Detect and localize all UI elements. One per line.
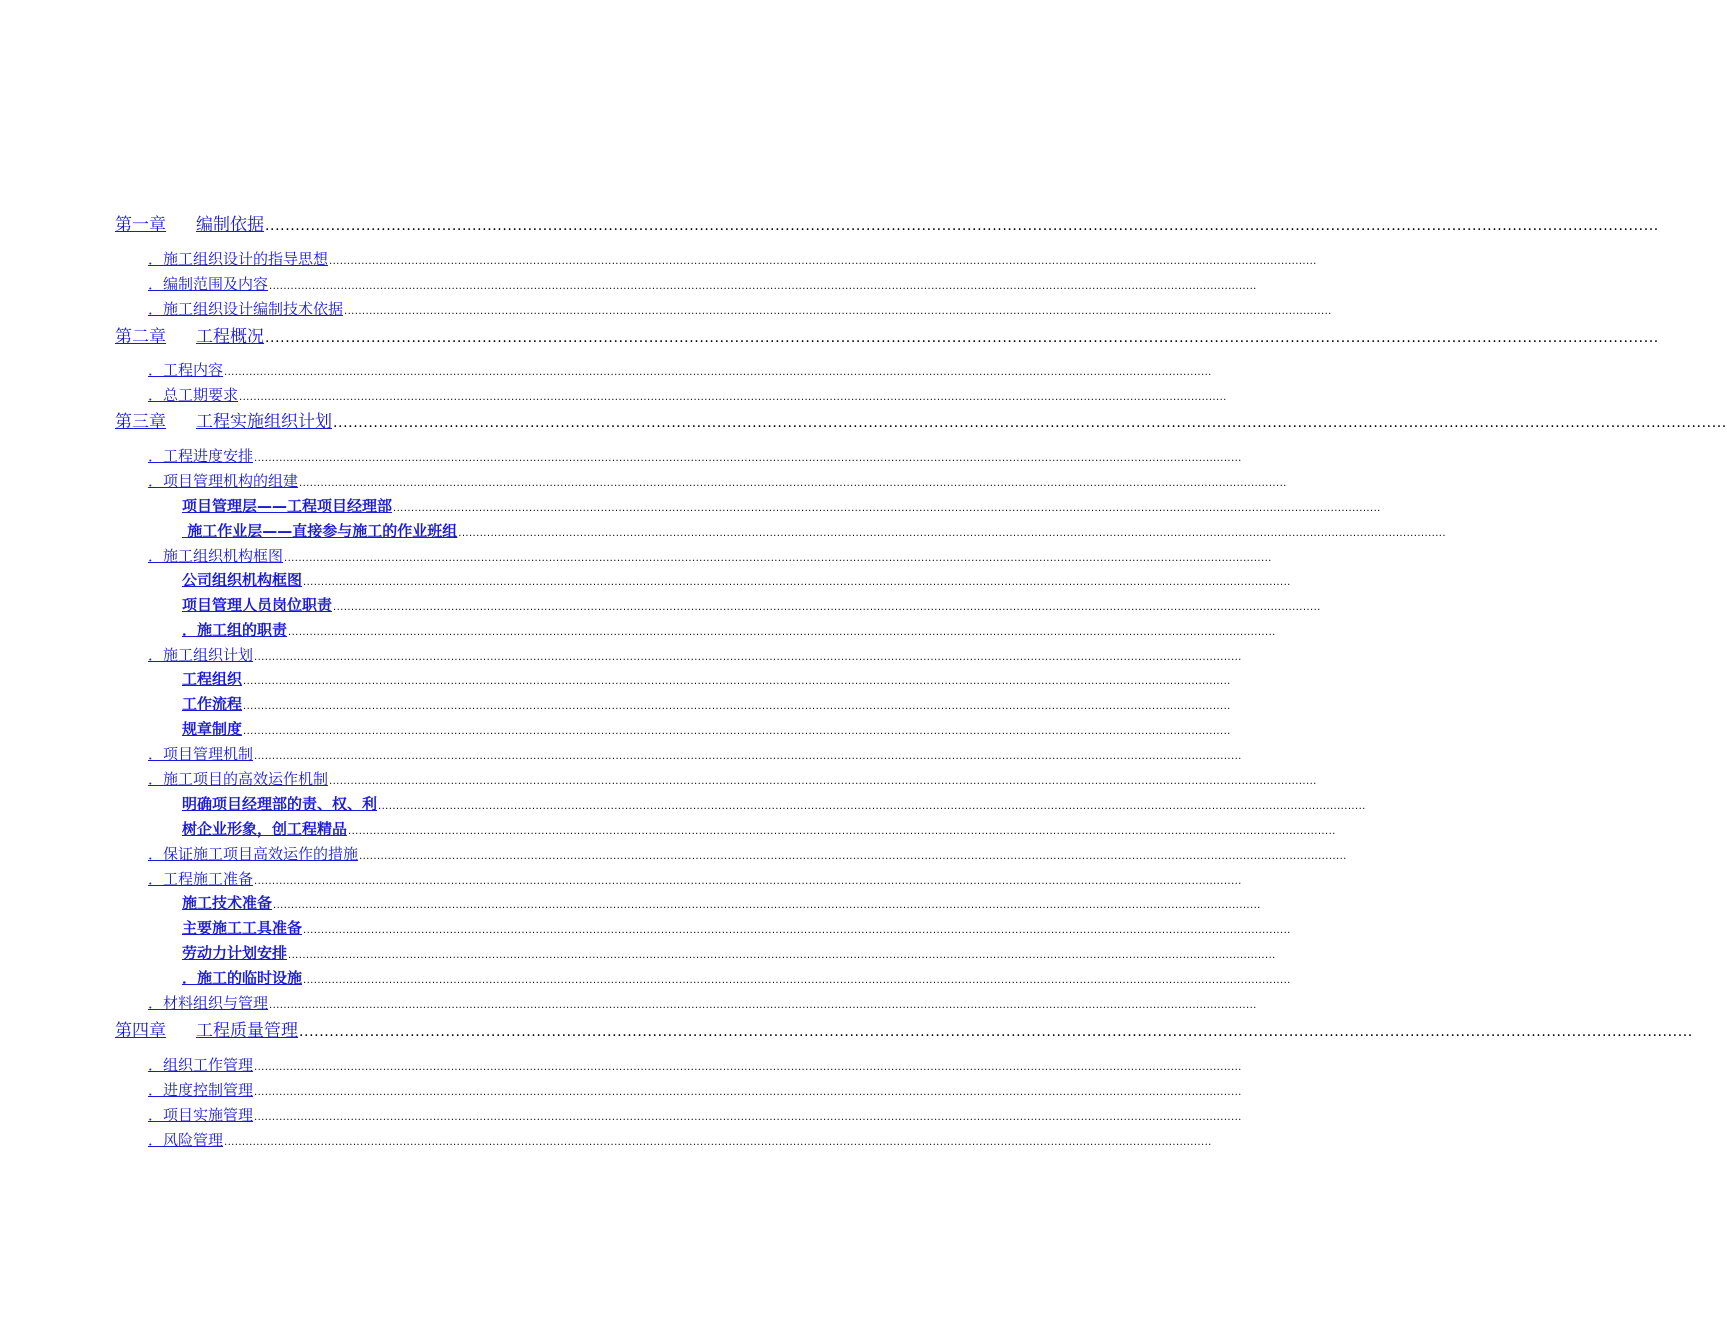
toc-section-3-6[interactable]: [0, 768, 1317, 789]
dot-leader: ....................................................................................................................................................................................................................................................................................: [254, 453, 1242, 464]
toc-section-link[interactable]: ．工程内容: [148, 361, 224, 379]
toc-subsection-link[interactable]: 施工作业层——直接参与施工的作业班组: [182, 522, 458, 540]
chapter-label: 第一章: [115, 215, 166, 235]
toc-subsection-link[interactable]: ．施工的临时设施: [182, 969, 303, 987]
toc-section-3-4[interactable]: [0, 644, 1242, 665]
dot-leader: ....................................................................................................................................................................................................................................................................................: [269, 1000, 1257, 1011]
chapter-title: 编制依据: [196, 215, 264, 235]
toc-section-3-3[interactable]: [0, 545, 1272, 566]
chapter-title: 工程概况: [196, 327, 264, 347]
toc-subsection-3-8-3[interactable]: [0, 942, 1276, 963]
toc-section-1-2[interactable]: [0, 273, 1257, 294]
dot-leader: ....................................................................................................................................................................................................................................................................................: [303, 577, 1291, 588]
toc-subsection-3-4-2[interactable]: [0, 693, 1231, 714]
chapter-title: 工程质量管理: [196, 1021, 298, 1041]
toc-section-3-1[interactable]: [0, 445, 1242, 466]
chapter-label: 第二章: [115, 327, 166, 347]
toc-section-link[interactable]: ．工程施工准备: [148, 870, 254, 888]
toc-subsection-link[interactable]: 劳动力计划安排: [182, 944, 288, 962]
toc-section-link[interactable]: ．风险管理: [148, 1131, 224, 1149]
dot-leader: ....................................................................................................................................................................................................................................................................................: [393, 503, 1381, 514]
dot-leader: ....................................................................................................................................................................................................................................................................................: [273, 900, 1261, 911]
dot-leader: ....................................................................................................................................................................................................................................................................................: [254, 1112, 1242, 1123]
toc-section-1-3[interactable]: [0, 298, 1332, 319]
toc-section-4-4[interactable]: [0, 1129, 1212, 1150]
toc-subsection-link[interactable]: ．施工组的职责: [182, 621, 288, 639]
dot-leader: ....................................................................................................................................................................................................................................................................................: [299, 1024, 1693, 1040]
toc-subsection-link[interactable]: 工作流程: [182, 695, 243, 713]
dot-leader: ....................................................................................................................................................................................................................................................................................: [254, 751, 1242, 762]
dot-leader: ....................................................................................................................................................................................................................................................................................: [299, 478, 1287, 489]
toc-subsection-3-6-1[interactable]: [0, 793, 1366, 814]
toc-chapter-1[interactable]: [0, 210, 1659, 235]
toc-subsection-3-8-2[interactable]: [0, 917, 1291, 938]
toc-subsection-3-3-2[interactable]: [0, 594, 1321, 615]
toc-subsection-3-4-3[interactable]: [0, 718, 1231, 739]
toc-section-3-5[interactable]: [0, 743, 1242, 764]
dot-leader: ....................................................................................................................................................................................................................................................................................: [288, 627, 1276, 638]
chapter-label: 第四章: [115, 1021, 166, 1041]
toc-section-link[interactable]: ．施工组织设计编制技术依据: [148, 300, 344, 318]
dot-leader: ....................................................................................................................................................................................................................................................................................: [224, 367, 1212, 378]
dot-leader: ....................................................................................................................................................................................................................................................................................: [344, 306, 1332, 317]
toc-chapter-1-link[interactable]: [115, 210, 264, 235]
toc-section-4-2[interactable]: [0, 1079, 1242, 1100]
toc-section-4-1[interactable]: [0, 1054, 1242, 1075]
toc-section-link[interactable]: ．施工组织设计的指导思想: [148, 250, 329, 268]
toc-section-link[interactable]: ．施工组织机构框图: [148, 547, 284, 565]
dot-leader: ....................................................................................................................................................................................................................................................................................: [269, 281, 1257, 292]
toc-section-2-1[interactable]: [0, 359, 1212, 380]
toc-section-2-2[interactable]: [0, 384, 1227, 405]
toc-subsection-link[interactable]: 明确项目经理部的责、权、利: [182, 795, 378, 813]
dot-leader: ....................................................................................................................................................................................................................................................................................: [243, 726, 1231, 737]
toc-subsection-3-4-1[interactable]: [0, 668, 1231, 689]
dot-leader: ....................................................................................................................................................................................................................................................................................: [239, 392, 1227, 403]
toc-chapter-2[interactable]: [0, 322, 1659, 347]
toc-subsection-link[interactable]: 项目管理人员岗位职责: [182, 596, 333, 614]
dot-leader: ....................................................................................................................................................................................................................................................................................: [254, 1087, 1242, 1098]
toc-subsection-3-2-1[interactable]: [0, 495, 1381, 516]
toc-section-3-7[interactable]: [0, 843, 1347, 864]
toc-subsection-link[interactable]: 主要施工工具准备: [182, 919, 303, 937]
dot-leader: ....................................................................................................................................................................................................................................................................................: [303, 925, 1291, 936]
toc-section-3-9[interactable]: [0, 992, 1257, 1013]
toc-subsection-link[interactable]: 项目管理层——工程项目经理部: [182, 497, 393, 515]
toc-section-link[interactable]: ．施工项目的高效运作机制: [148, 770, 329, 788]
toc-section-4-3[interactable]: [0, 1104, 1242, 1125]
dot-leader: ....................................................................................................................................................................................................................................................................................: [254, 1062, 1242, 1073]
toc-chapter-3-link[interactable]: [115, 407, 332, 432]
dot-leader: ....................................................................................................................................................................................................................................................................................: [243, 701, 1231, 712]
dot-leader: ....................................................................................................................................................................................................................................................................................: [254, 652, 1242, 663]
toc-subsection-link[interactable]: 树企业形象，创工程精品: [182, 820, 348, 838]
dot-leader: ....................................................................................................................................................................................................................................................................................: [333, 602, 1321, 613]
toc-section-link[interactable]: ．项目管理机制: [148, 745, 254, 763]
toc-section-3-2[interactable]: [0, 470, 1287, 491]
toc-section-3-8[interactable]: [0, 868, 1242, 889]
toc-section-link[interactable]: ．项目实施管理: [148, 1106, 254, 1124]
dot-leader: ....................................................................................................................................................................................................................................................................................: [265, 330, 1659, 346]
toc-section-link[interactable]: ．组织工作管理: [148, 1056, 254, 1074]
toc-subsection-3-8-1[interactable]: [0, 892, 1261, 913]
toc-section-link[interactable]: ．材料组织与管理: [148, 994, 269, 1012]
dot-leader: ....................................................................................................................................................................................................................................................................................: [348, 826, 1336, 837]
toc-subsection-3-6-2[interactable]: [0, 818, 1336, 839]
toc-subsection-3-3-3[interactable]: [0, 619, 1276, 640]
dot-leader: ....................................................................................................................................................................................................................................................................................: [303, 975, 1291, 986]
toc-subsection-link[interactable]: 施工技术准备: [182, 894, 273, 912]
toc-chapter-3[interactable]: [0, 407, 1727, 432]
toc-section-link[interactable]: ．施工组织计划: [148, 646, 254, 664]
dot-leader: ....................................................................................................................................................................................................................................................................................: [329, 776, 1317, 787]
dot-leader: ....................................................................................................................................................................................................................................................................................: [329, 256, 1317, 267]
dot-leader: ....................................................................................................................................................................................................................................................................................: [378, 801, 1366, 812]
dot-leader: ....................................................................................................................................................................................................................................................................................: [284, 553, 1272, 564]
dot-leader: ....................................................................................................................................................................................................................................................................................: [288, 950, 1276, 961]
toc-chapter-4-link[interactable]: [115, 1016, 298, 1041]
toc-subsection-3-2-2[interactable]: [0, 520, 1446, 541]
chapter-title: 工程实施组织计划: [196, 412, 332, 432]
toc-section-link[interactable]: ．编制范围及内容: [148, 275, 269, 293]
dot-leader: ....................................................................................................................................................................................................................................................................................: [243, 676, 1231, 687]
dot-leader: ....................................................................................................................................................................................................................................................................................: [254, 876, 1242, 887]
toc-chapter-2-link[interactable]: [115, 322, 264, 347]
toc-section-link[interactable]: ．总工期要求: [148, 386, 239, 404]
toc-section-link[interactable]: ．项目管理机构的组建: [148, 472, 299, 490]
toc-section-link[interactable]: ．进度控制管理: [148, 1081, 254, 1099]
toc-chapter-4[interactable]: [0, 1016, 1693, 1041]
dot-leader: ....................................................................................................................................................................................................................................................................................: [458, 528, 1446, 539]
toc-subsection-3-8-4[interactable]: [0, 967, 1291, 988]
toc-subsection-link[interactable]: 工程组织: [182, 670, 243, 688]
toc-subsection-link[interactable]: 公司组织机构框图: [182, 571, 303, 589]
toc-subsection-link[interactable]: 规章制度: [182, 720, 243, 738]
chapter-label: 第三章: [115, 412, 166, 432]
toc-subsection-3-3-1[interactable]: [0, 569, 1291, 590]
toc-section-1-1[interactable]: [0, 248, 1317, 269]
dot-leader: ....................................................................................................................................................................................................................................................................................: [359, 851, 1347, 862]
dot-leader: ....................................................................................................................................................................................................................................................................................: [333, 415, 1727, 431]
toc-section-link[interactable]: ．工程进度安排: [148, 447, 254, 465]
toc-section-link[interactable]: ．保证施工项目高效运作的措施: [148, 845, 359, 863]
dot-leader: ....................................................................................................................................................................................................................................................................................: [224, 1137, 1212, 1148]
dot-leader: ....................................................................................................................................................................................................................................................................................: [265, 218, 1659, 234]
